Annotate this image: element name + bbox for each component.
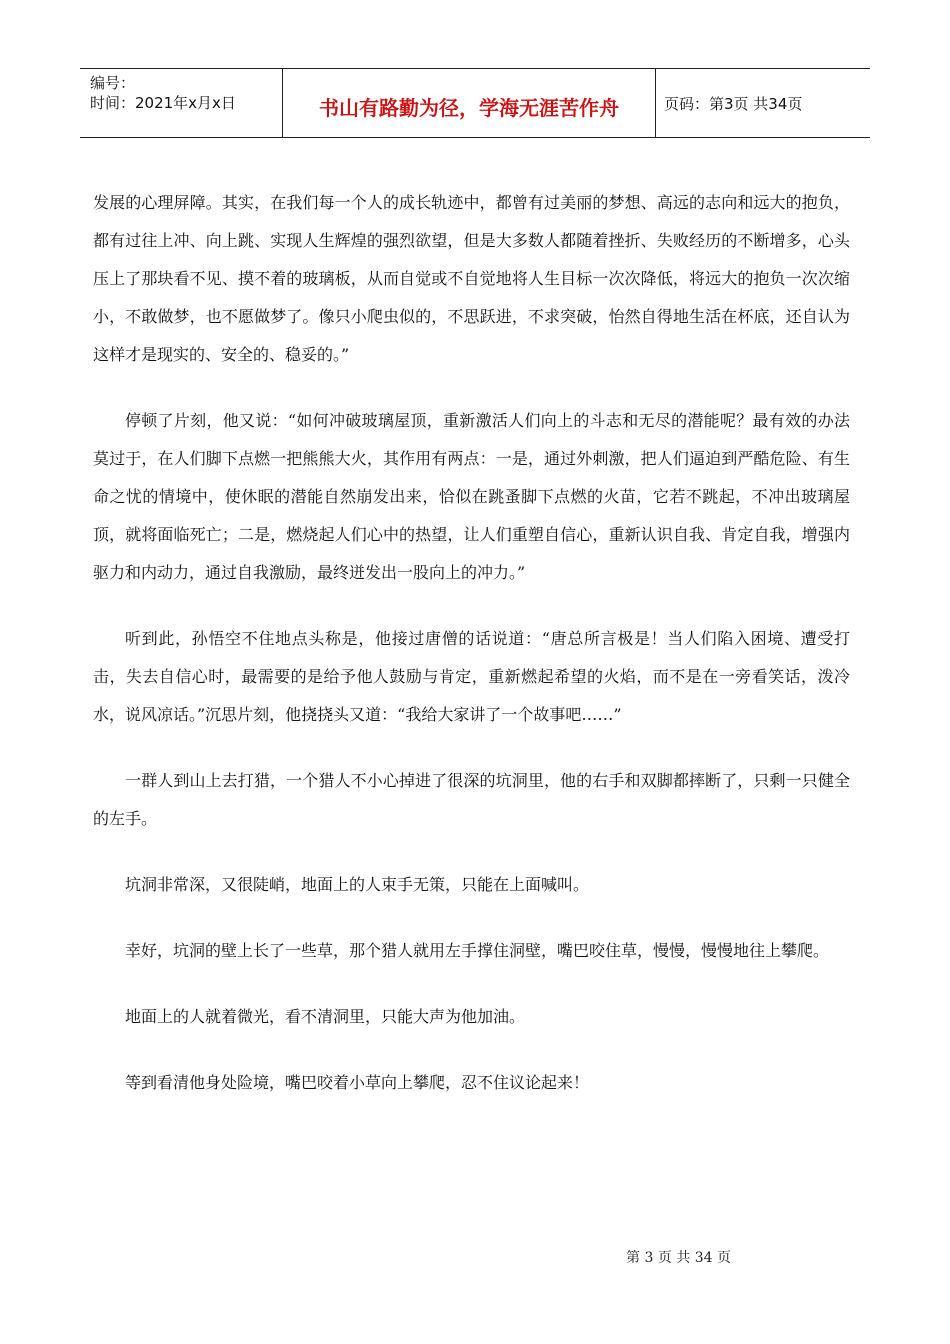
header-motto-cell bbox=[282, 69, 656, 137]
paragraph-3: 听到此，孙悟空不住地点头称是，他接过唐僧的话说道：“唐总所言极是！当人们陷入困境、遭受打击，失去自信心时，最需要的是给予他人鼓励与肯定，重新燃起希望的火焰，而不是在一旁看笑话，泼冷水，说风凉话。”沉思片刻，他挠挠头又道：“我给大家讲了一个故事吧……” bbox=[93, 629, 850, 724]
paragraph-8: 等到看清他身处险境，嘴巴咬着小草向上攀爬，忍不住议论起来！ bbox=[125, 1073, 590, 1092]
document-time-label: 时间：2021年x月x日 bbox=[90, 94, 236, 112]
header-page-info-cell bbox=[656, 69, 870, 137]
footer-page-number: 第 3 页 共 34 页 bbox=[626, 1250, 731, 1266]
paragraph-7: 地面上的人就着微光，看不清洞里，只能大声为他加油。 bbox=[125, 1007, 526, 1026]
paragraph-6: 幸好，坑洞的壁上长了一些草，那个猎人就用左手撑住洞壁，嘴巴咬住草，慢慢，慢慢地往上攀爬。 bbox=[125, 941, 830, 960]
document-body bbox=[93, 184, 850, 1130]
paragraph-1: 发展的心理屏障。其实，在我们每一个人的成长轨迹中，都曾有过美丽的梦想、高远的志向和远大的抱负，都有过往上冲、向上跳、实现人生辉煌的强烈欲望，但是大多数人都随着挫折、失败经历的不断增多，心头压上了那块看不见、摸不着的玻璃板，从而自觉或不自觉地将人生目标一次次降低，将远大的抱负一次次缩小，不敢做梦，也不愿做梦了。像只小爬虫似的，不思跃进，不求突破，怡然自得地生活在杯底，还自认为这样才是现实的、安全的、稳妥的。” bbox=[93, 193, 850, 364]
header-page-info: 页码：第3页 共34页 bbox=[664, 94, 803, 113]
paragraph-5: 坑洞非常深，又很陡峭，地面上的人束手无策，只能在上面喊叫。 bbox=[125, 875, 590, 894]
header-motto: 书山有路勤为径，学海无涯苦作舟 bbox=[319, 95, 619, 120]
document-number-label: 编号： bbox=[90, 74, 136, 92]
header-meta bbox=[80, 69, 282, 137]
paragraph-2: 停顿了片刻，他又说：“如何冲破玻璃屋顶，重新激活人们向上的斗志和无尽的潜能呢？最有效的办法莫过于，在人们脚下点燃一把熊熊大火，其作用有两点：一是，通过外刺激，把人们逼迫到严酷危险、有生命之忧的情境中，使休眠的潜能自然崩发出来，恰似在跳蚤脚下点燃的火苗，它若不跳起，不冲出玻璃屋顶，就将面临死亡；二是，燃烧起人们心中的热望，让人们重塑自信心，重新认识自我、肯定自我，增强内驱力和内动力，通过自我激励，最终迸发出一股向上的冲力。” bbox=[93, 411, 850, 582]
page-header bbox=[80, 68, 870, 138]
paragraph-4: 一群人到山上去打猎，一个猎人不小心掉进了很深的坑洞里，他的右手和双脚都摔断了，只剩一只健全的左手。 bbox=[93, 771, 850, 828]
